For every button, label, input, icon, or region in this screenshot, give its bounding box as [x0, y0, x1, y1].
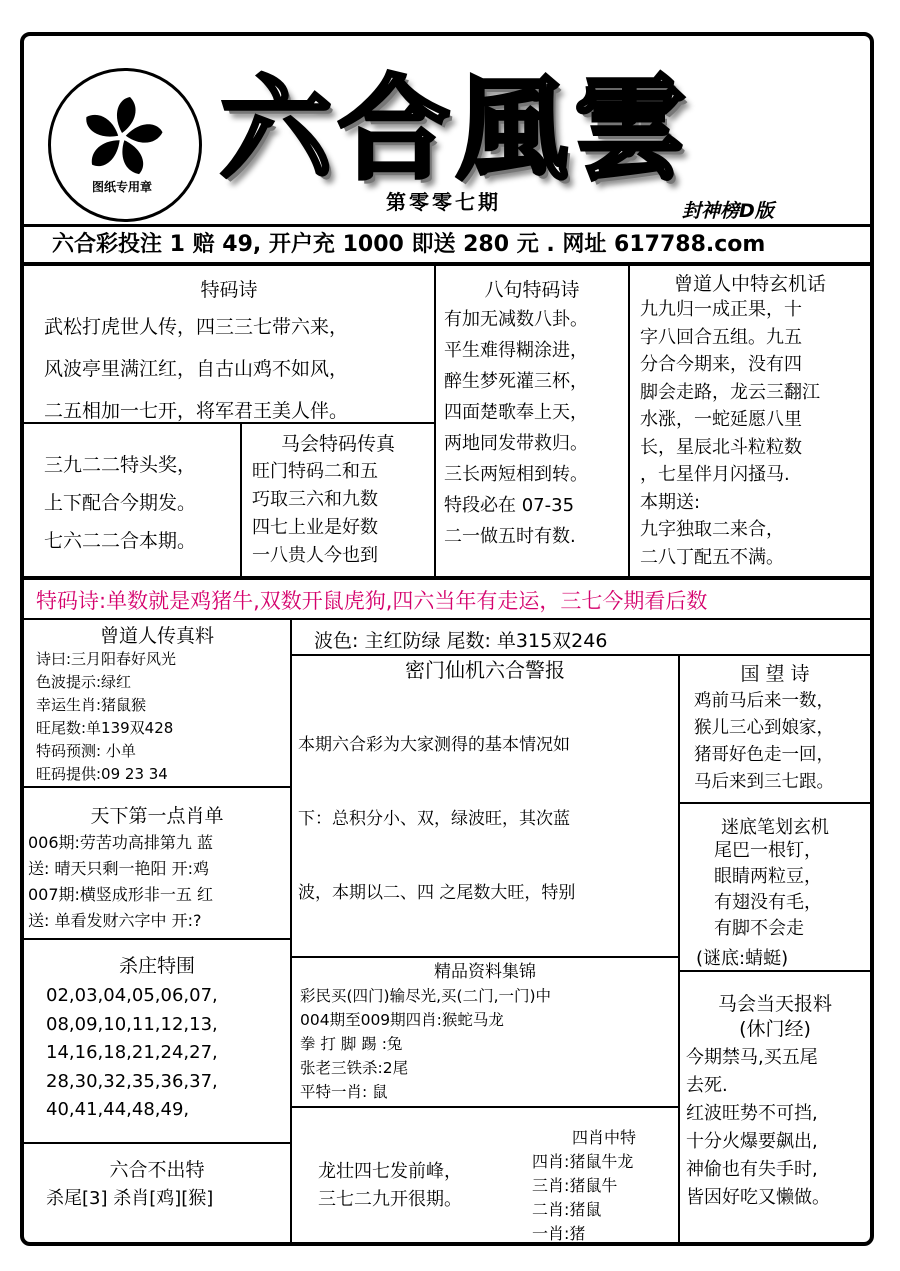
sixiao-block: 四肖中特 四肖:猪鼠牛龙 三肖:猪鼠牛 二肖:猪鼠 一肖:猪 [532, 1128, 637, 1242]
zengdao-chuanzhen-lines: 诗曰:三月阳春好风光 色波提示:绿红 幸运生肖:猪鼠猴 旺尾数:单139双428 特码预测: 小单 旺码提供:09 23 34 [36, 650, 177, 783]
longzhuang-box [290, 1106, 680, 1242]
issue-number: 第零零七期 [386, 190, 501, 214]
jingpin-title: 精品资料集锦 [434, 962, 536, 982]
seal-stamp [48, 68, 202, 222]
midi-title: 迷底笔划玄机 [721, 817, 829, 838]
buchu-line: 杀尾[3] 杀肖[鸡][猴] [46, 1188, 214, 1209]
tianxia-lines: 006期:劳苦功高排第九 蓝 送: 晴天只剩一艳阳 开:鸡 007期:横竖成形非一五 红 送: 单看发财六字中 开:? [28, 833, 214, 930]
tema-pink-line: 特码诗:单数就是鸡猪牛,双数开鼠虎狗,四六当年有走运，三七今期看后数 [24, 578, 870, 620]
longzhuang-lines: 龙壮四七发前峰， 三七二九开很期。 [318, 1161, 462, 1210]
jingpin-box [290, 956, 680, 1108]
mimen-lines: 本期六合彩为大家测得的基本情况如 下：总积分小、双，绿波旺，其次蓝 波，本期以二、四 之尾数大旺，特别 [298, 735, 576, 903]
zengdao-chuanzhen-title: 曾道人传真料 [99, 625, 214, 647]
jingpin-lines: 彩民买(四门)输尽光,买(二门,一门)中 004期至009期四肖:猴蛇马龙 拳 打 脚 踢 :兔 张老三铁杀:2尾 平特一肖: 鼠 [300, 987, 552, 1101]
tianxia-box [24, 786, 292, 940]
mahui-baoliao-lines: 今期禁马,买五尾 去死. 红波旺势不可挡, 十分火爆要飙出, 神偷也有失手时, 皆因好吃又懒做。 [686, 1047, 830, 1208]
bajv-title: 八句特码诗 [484, 279, 580, 301]
brand-title: 六合風雲 [220, 64, 692, 195]
tema-poem-lines: 武松打虎世人传，四三三七带六来， 风波亭里满江红，自古山鸡不如风， 二五相加一七开，将军君王美人伴。 [44, 316, 349, 422]
shazhuang-title: 杀庄特围 [118, 955, 195, 977]
bajv-lines: 有加无减数八卦。 平生难得糊涂进， 醉生梦死灌三杯， 四面楚歌奉上天， 两地同发带救归。 三长两短相到转。 特段必在 07-35 二一做五时有数. [444, 309, 588, 547]
tema-poem-box [24, 264, 436, 424]
guowang-title: 国 望 诗 [740, 663, 810, 685]
shazhuang-lines: 02,03,04,05,06,07, 08,09,10,11,12,13, 14,16,18,21,24,27, 28,30,32,35,36,37, 40,41,44,48,49, [46, 985, 218, 1120]
mahui-baoliao-title: 马会当天报料 [717, 993, 832, 1015]
mahui-chuanzhen-lines: 旺门特码二和五 巧取三六和九数 四七上业是好数 一八贵人今也到 [252, 461, 378, 566]
midi-lines: 尾巴一根钉， 眼睛两粒豆， 有翅没有毛， 有脚不会走 [714, 840, 822, 939]
guowang-box [678, 654, 870, 804]
mahui-chuanzhen-title: 马会特码传真 [280, 433, 395, 455]
zengdao-xuanji-lines: 九九归一成正果，十 字八回合五组。九五 分合今期来，没有四 脚会走路，龙云三翻江 水涨，一蛇延愿八里 长，星辰北斗粒粒数 ，七星伴月闪搔马. 本期送: 九字独取二来合， 二八丁配五不满。 [640, 299, 820, 568]
bajv-box [434, 264, 630, 578]
bose-box [290, 618, 870, 656]
sanjiu-box [24, 422, 242, 578]
bauhinia-icon [51, 71, 193, 213]
zengdao-chuanzhen-box [24, 618, 292, 788]
mahui-baoliao-box [678, 970, 870, 1242]
tianxia-title: 天下第一点肖单 [90, 805, 224, 827]
mahui-chuanzhen-box [240, 422, 436, 578]
sixiao-title: 四肖中特 [572, 1128, 637, 1147]
version-label: 封神榜D版 [682, 200, 774, 222]
zengdao-xuanji-title: 曾道人中特玄机话 [673, 273, 826, 295]
midi-box [678, 802, 870, 972]
buchu-title: 六合不出特 [109, 1159, 205, 1181]
bose-line: 波色: 主红防绿 尾数: 单315双246 [314, 630, 608, 652]
guowang-lines: 鸡前马后来一数， 猴儿三心到娘家， 猪哥好色走一回， 马后来到三七跟。 [694, 691, 834, 792]
tema-poem-title: 特码诗 [200, 279, 258, 301]
buchu-box [24, 1142, 292, 1242]
midi-answer: (谜底:蜻蜓) [696, 948, 789, 969]
ad-banner: 六合彩投注 1 赔 49, 开户充 1000 即送 280 元 . 网址 617788.com [24, 226, 870, 264]
svg-text:图纸专用章: 图纸专用章 [91, 180, 153, 194]
zengdao-xuanji-box [628, 264, 870, 578]
mimen-box [290, 654, 680, 958]
mimen-title: 密门仙机六合警报 [405, 658, 565, 682]
mahui-baoliao-subtitle: (休门经) [739, 1018, 811, 1040]
shazhuang-box [24, 938, 292, 1144]
sanjiu-lines: 三九二二特头奖， 上下配合今期发。 七六二二合本期。 [44, 454, 197, 552]
